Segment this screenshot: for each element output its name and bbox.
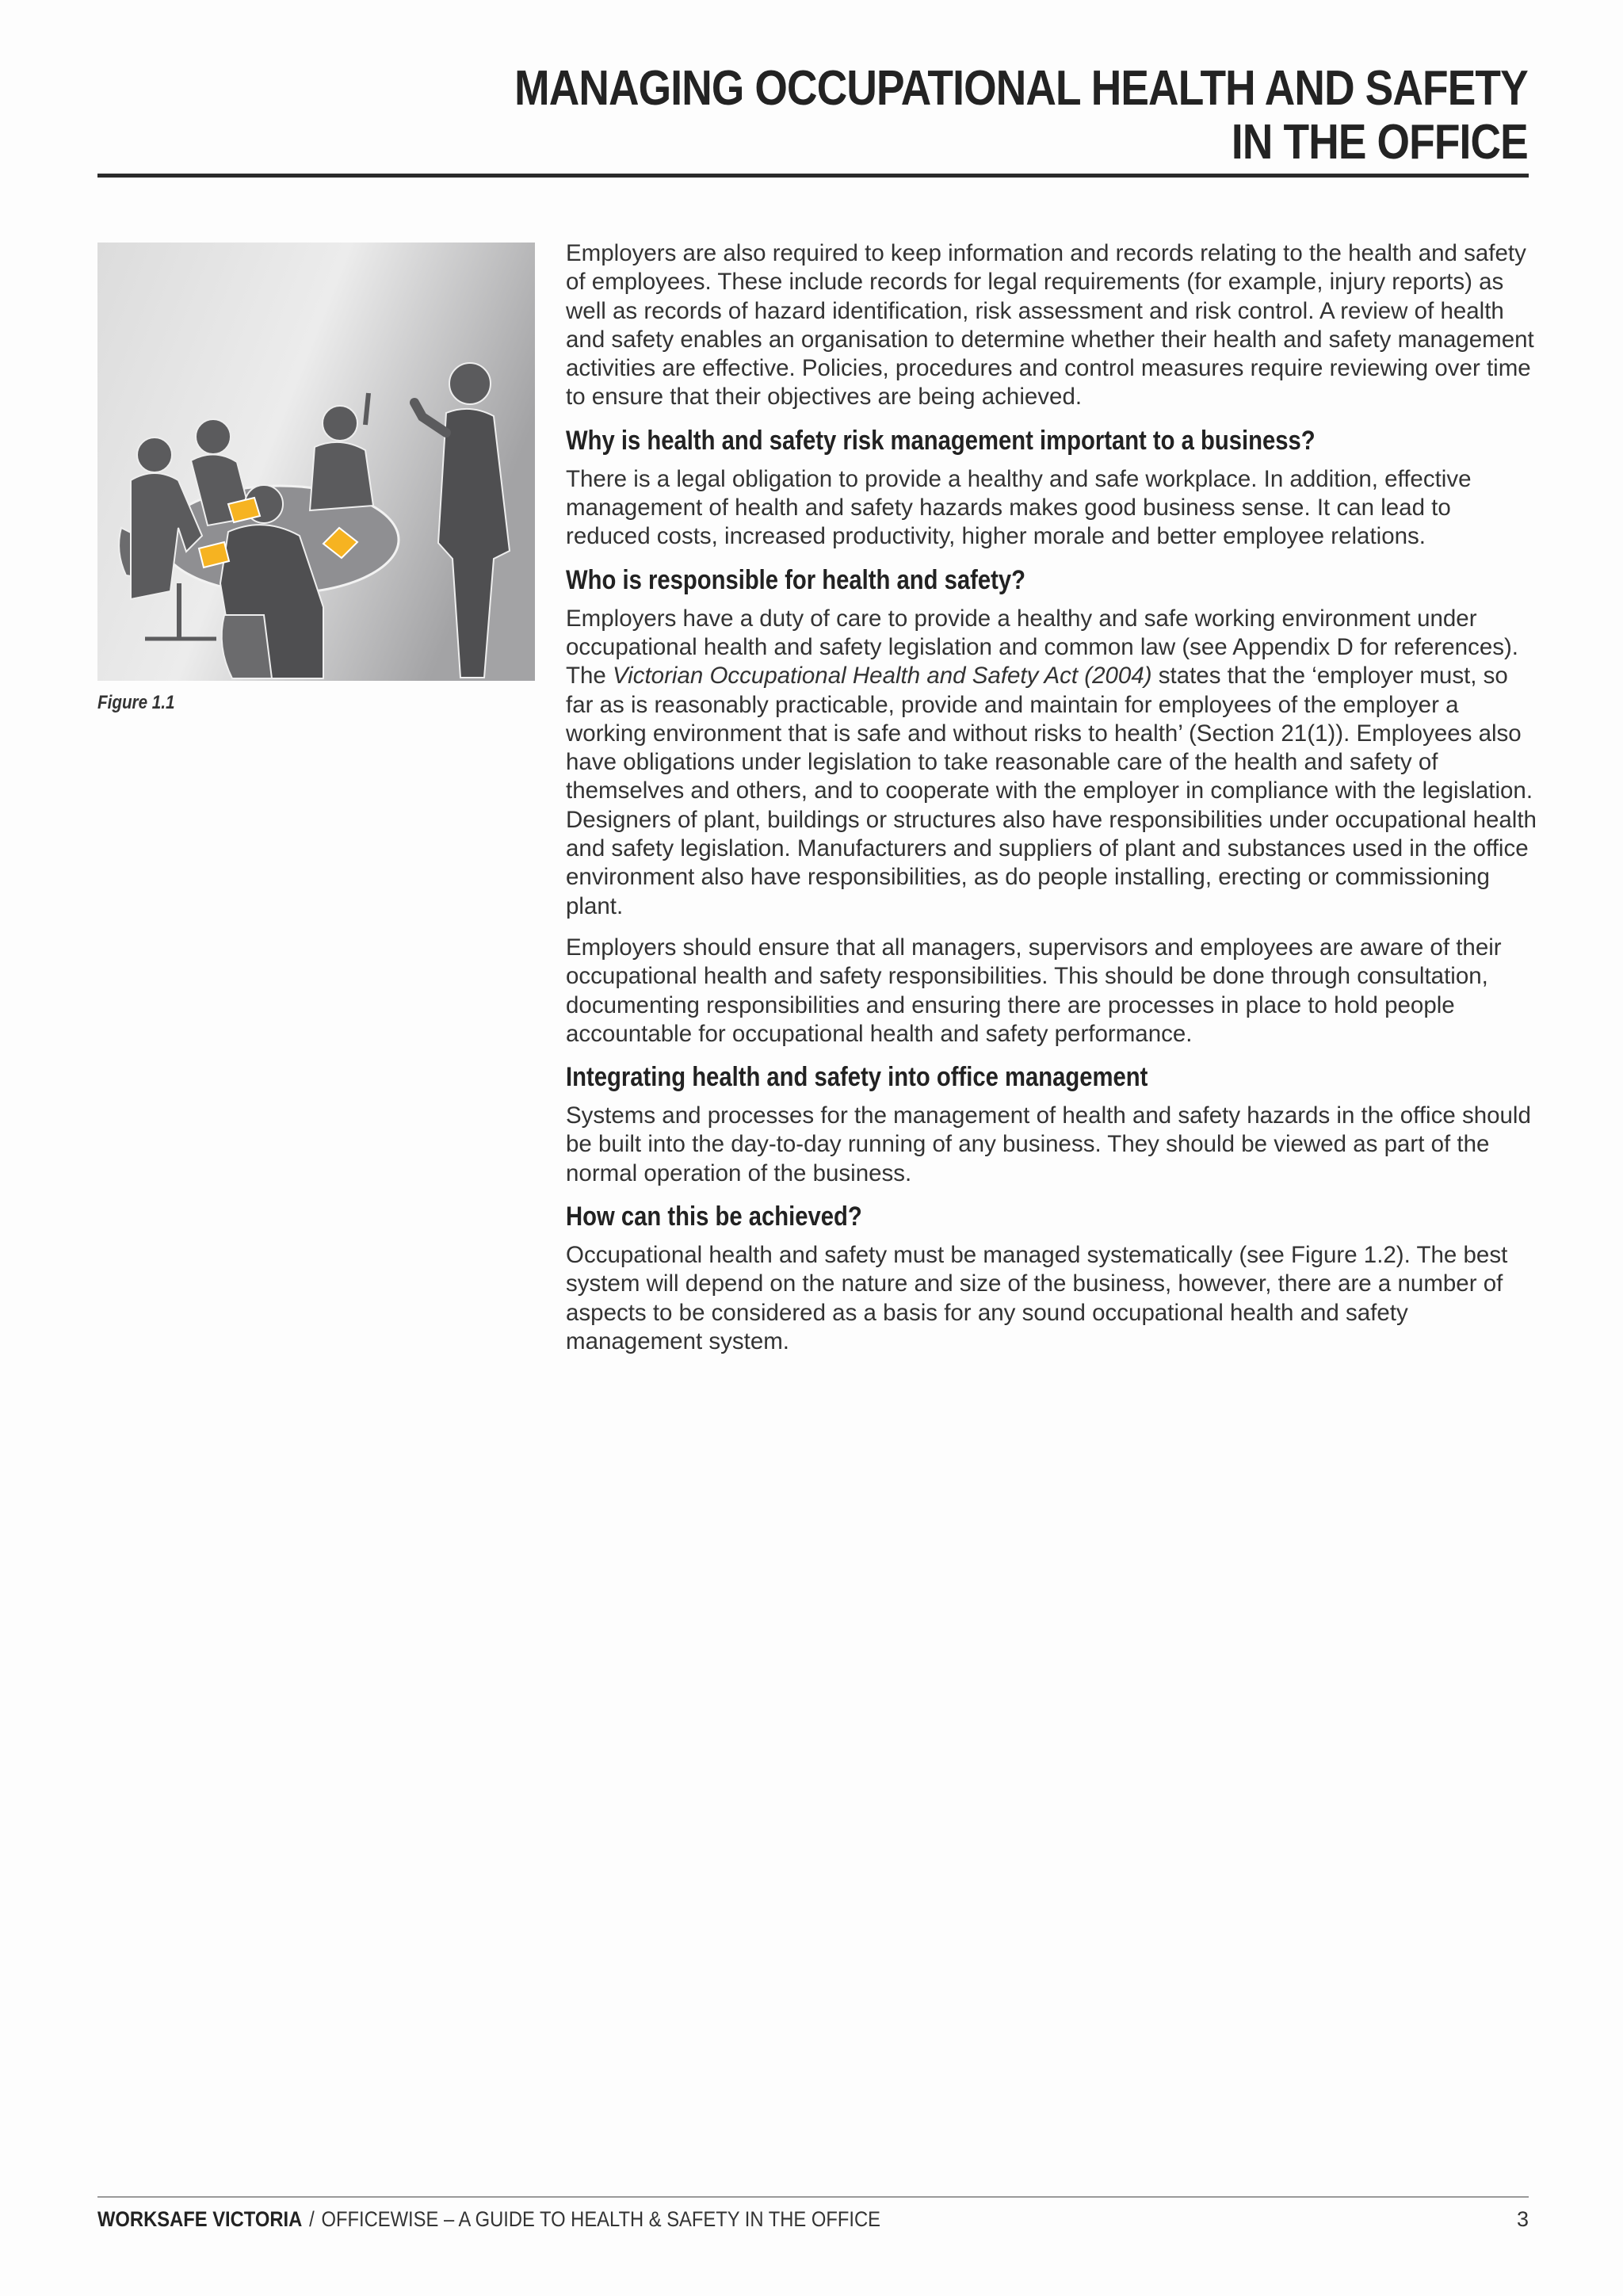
page-title-line-1: MANAGING OCCUPATIONAL HEALTH AND SAFETY [514, 61, 1528, 116]
body-content [566, 239, 1541, 1369]
heading-how-achieved: How can this be achieved? [566, 1201, 862, 1232]
paragraph-employer-ensure: Employers should ensure that all managers, supervisors and employees are aware of their occupational health and safety responsibilities. This should be done through consultation, documenting responsibilities and ensuring there are processes in place to hold people accountable for occupational health and safety performance. [566, 934, 1502, 1047]
title-divider [97, 174, 1529, 178]
figure-caption: Figure 1.1 [97, 692, 175, 713]
heading-integrating: Integrating health and safety into office management [566, 1062, 1148, 1093]
footer-publication: OFFICEWISE – A GUIDE TO HEALTH & SAFETY IN THE OFFICE [321, 2207, 880, 2231]
page-footer [97, 2206, 1529, 2232]
paragraph-records: Employers are also required to keep information and records relating to the health and safety of employees. These include records for legal requirements (for example, injury reports) as well as records of hazard identification, risk assessment and risk control. A review of health and safety enables an organisation to determine whether their health and safety management activities are effective. Policies, procedures and control measures require reviewing over time to ensure that their objectives are being achieved. [566, 240, 1534, 411]
paragraph-legal-obligation: There is a legal obligation to provide a healthy and safe workplace. In addition, effective management of health and safety hazards makes good business sense. It can lead to reduced costs, increased productivity, higher morale and better employee relations. [566, 465, 1472, 550]
paragraph-systems: Systems and processes for the management of health and safety hazards in the office should be built into the day-to-day running of any business. They should be viewed as part of the normal operation of the business. [566, 1102, 1531, 1186]
meeting-illustration-icon [97, 243, 535, 681]
heading-why-important: Why is health and safety risk management important to a business? [566, 425, 1316, 456]
paragraph-duty-of-care [566, 605, 1541, 921]
page-title [514, 62, 1528, 170]
paragraph-systematic: Occupational health and safety must be managed systematically (see Figure 1.2). The best system will depend on the nature and size of the business, however, there are a number of aspects to be considered as a basis for any sound occupational health and safety management system. [566, 1242, 1508, 1354]
heading-who-responsible: Who is responsible for health and safety? [566, 564, 1026, 595]
duty-of-care-text-start: Employers have a duty of care to provide a healthy and safe working environment under occupational health and safety legislation and common law (see Appendix D for references). The [566, 605, 1518, 690]
footer-brand: WORKSAFE VICTORIA [97, 2207, 303, 2231]
footer-left [97, 2206, 880, 2232]
duty-of-care-text-end: states that the ‘employer must, so far as is reasonably practicable, provide and maintain for employees of the employer a working environment that is safe and without risks to health’ (Section 21(1)). Employees also have obligations under legislation to take reasonable care of the health and safety of themselves and others, and to cooperate with the employer in compliance with the legislation. Designers of plant, buildings or structures also have responsibilities under occupational health and safety legislation. Manufacturers and suppliers of plant and substances used in the office environment also have responsibilities, as do people installing, erecting or commissioning plant. [566, 663, 1537, 919]
page-title-line-2: IN THE OFFICE [1232, 115, 1528, 170]
footer-divider [97, 2196, 1529, 2198]
figure-meeting-illustration [97, 243, 535, 681]
act-title: Victorian Occupational Health and Safety Act (2004) [613, 663, 1152, 690]
page-number: 3 [1516, 2207, 1529, 2231]
footer-separator: / [309, 2207, 315, 2231]
